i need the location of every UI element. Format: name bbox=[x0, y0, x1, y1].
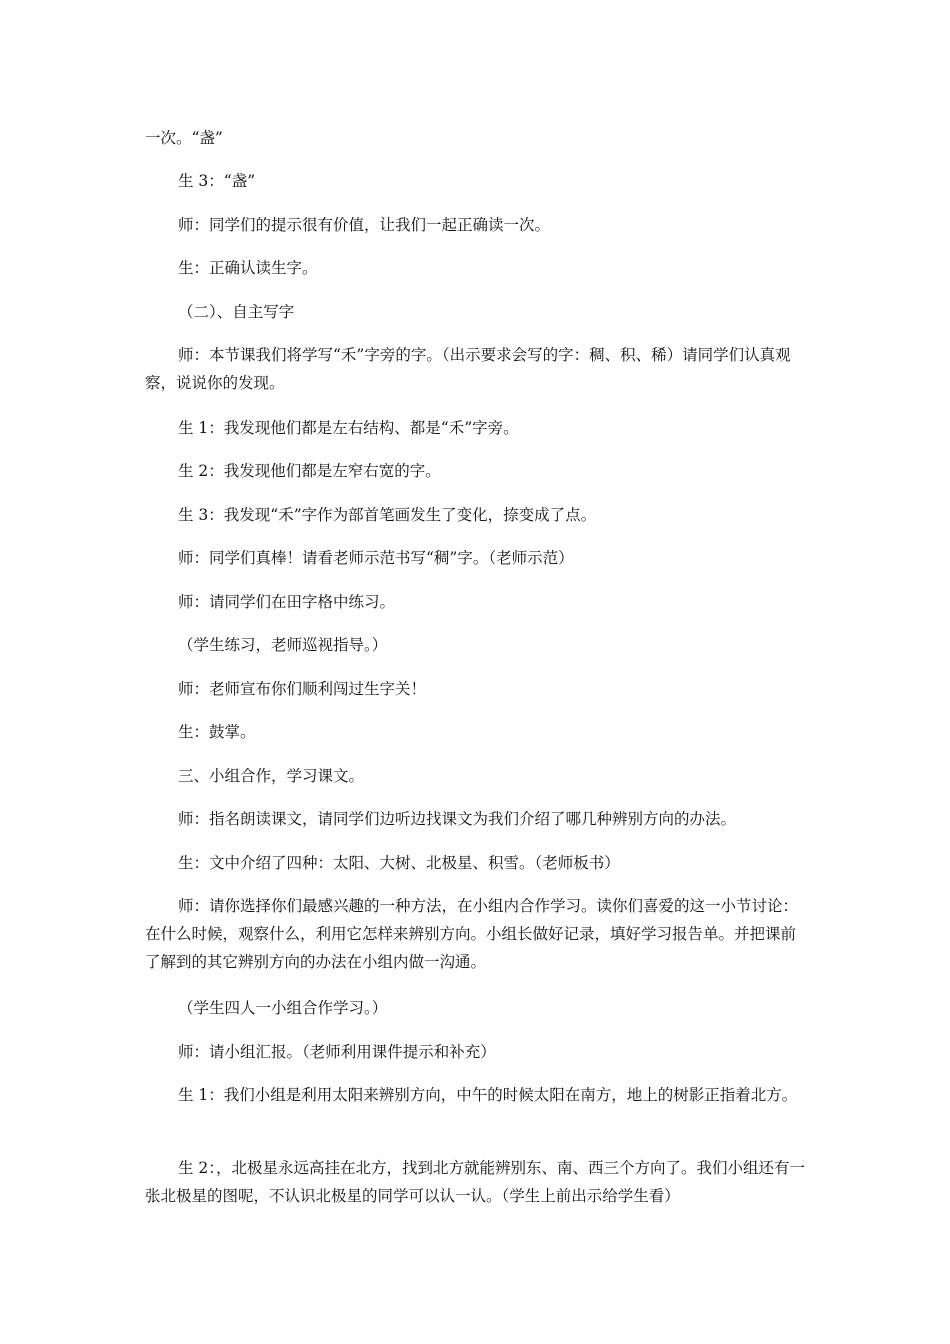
paragraph: 生：正确认读生字。 bbox=[178, 259, 318, 277]
paragraph: 师：请你选择你们最感兴趣的一种方法，在小组内合作学习。读你们喜爱的这一小节讨论：在什么时候，观察什么，利用它怎样来辨别方向。小组长做好记录，填好学习报告单。并把课前了解到的其它辨别方向的办法在小组内做一沟通。 bbox=[145, 897, 799, 971]
section-heading: （二）、自主写字 bbox=[178, 303, 295, 321]
paragraph: 师：请小组汇报。（老师利用课件提示和补充） bbox=[178, 1043, 496, 1061]
paragraph: 师：老师宣布你们顺利闯过生字关！ bbox=[178, 680, 427, 698]
paragraph: （学生练习，老师巡视指导。） bbox=[178, 636, 388, 654]
paragraph: 生 3：“盏” bbox=[178, 172, 256, 190]
paragraph: 生 2：，北极星永远高挂在北方，找到北方就能辨别东、南、西三个方向了。我们小组还有一张北极星的图呢，不认识北极星的同学可以认一认。（学生上前出示给学生看） bbox=[145, 1159, 806, 1205]
paragraph: 生：鼓掌。 bbox=[178, 723, 256, 741]
paragraph: 一次。“盏” bbox=[145, 129, 223, 147]
paragraph: 师：本节课我们将学写“禾”字旁的字。（出示要求会写的字：稠、积、稀）请同学们认真观察，说说你的发现。 bbox=[145, 346, 791, 392]
paragraph: 师：请同学们在田字格中练习。 bbox=[178, 593, 396, 611]
paragraph: 生 3：我发现“禾”字作为部首笔画发生了变化，捺变成了点。 bbox=[178, 506, 597, 524]
paragraph: （学生四人一小组合作学习。） bbox=[178, 999, 388, 1017]
section-heading: 三、小组合作，学习课文。 bbox=[178, 767, 365, 785]
paragraph: 师：同学们的提示很有价值，让我们一起正确读一次。 bbox=[178, 216, 551, 234]
paragraph: 生 2：我发现他们都是左窄右宽的字。 bbox=[178, 462, 441, 480]
paragraph: 生 1：我发现他们都是左右结构、都是“禾”字旁。 bbox=[178, 419, 519, 437]
paragraph: 师：指名朗读课文，请同学们边听边找课文为我们介绍了哪几种辨别方向的办法。 bbox=[178, 810, 737, 828]
paragraph: 师：同学们真棒！请看老师示范书写“稠”字。（老师示范） bbox=[178, 549, 574, 567]
paragraph: 生 1：我们小组是利用太阳来辨别方向，中午的时候太阳在南方，地上的树影正指着北方。 bbox=[178, 1086, 798, 1104]
paragraph: 生：文中介绍了四种：太阳、大树、北极星、积雪。（老师板书） bbox=[178, 854, 620, 872]
